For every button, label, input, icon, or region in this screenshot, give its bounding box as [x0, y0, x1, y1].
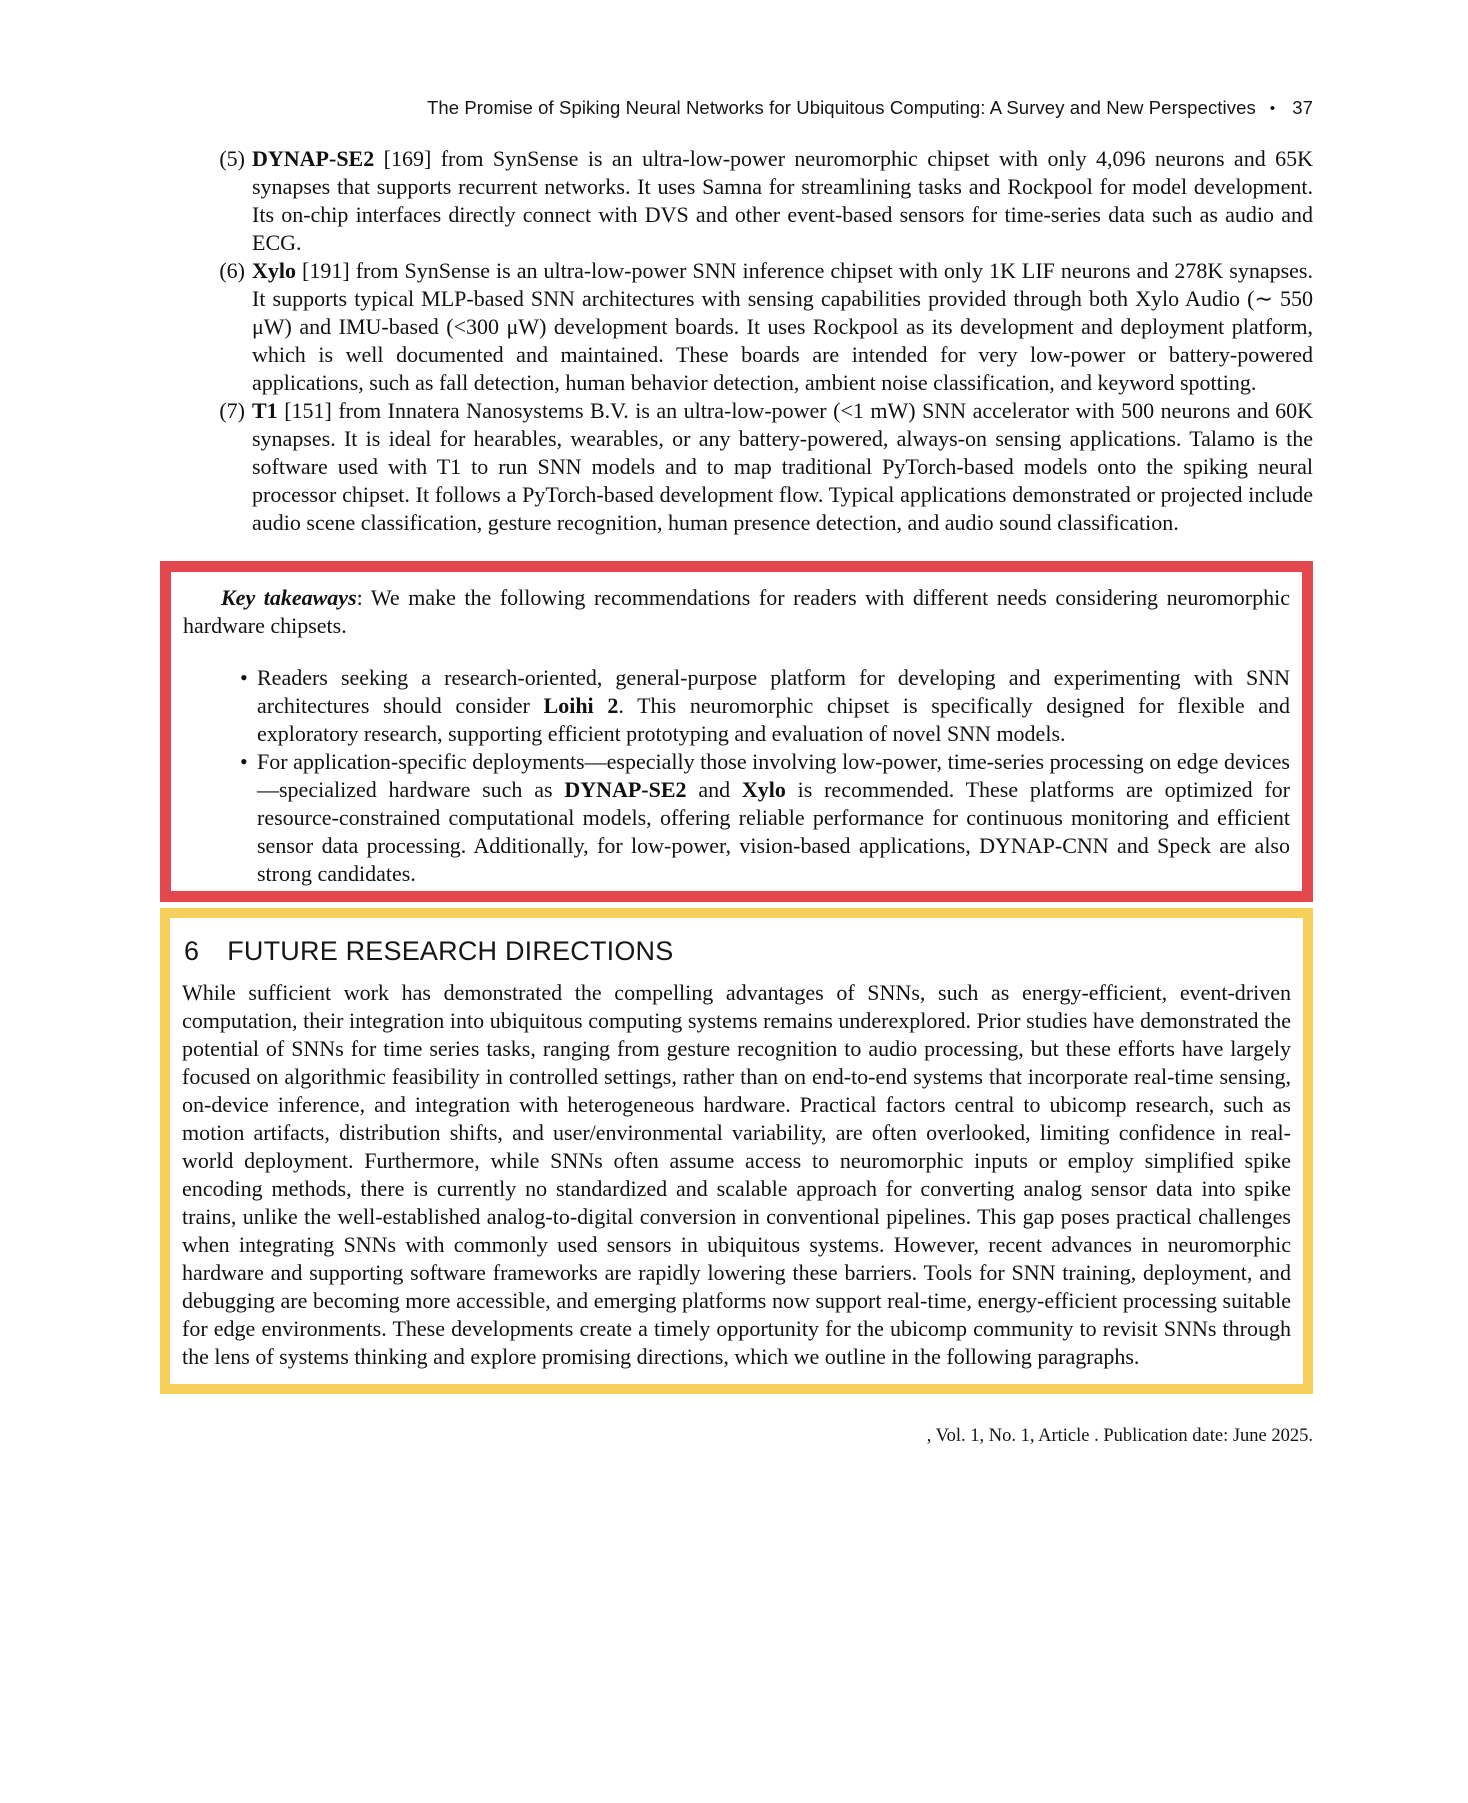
header-separator-dot: •: [1269, 100, 1276, 117]
bullet-text-post: is recommended. These platforms are optimized for resource-constrained computational models, offering reliable performance for continuous monitoring and efficient sensor data processing. Additionally, for low-power, vision-based applications, DYNAP-CNN and Speck are also strong candidates.: [257, 777, 1291, 886]
key-takeaways-box: [160, 561, 1313, 902]
publication-footer: [167, 1426, 1313, 1447]
takeaway-bullet-deployment: [183, 748, 1290, 888]
section-paragraph: While sufficient work has demonstrated the compelling advantages of SNNs, such as energy-efficient, event-driven computation, their integration into ubiquitous computing systems remains underexplored. Prior studies have demonstrated the potential of SNNs for time series tasks, ranging from gesture recognition to audio processing, but these efforts have largely focused on algorithmic feasibility in controlled settings, rather than on end-to-end systems that incorporate real-time sensing, on-device inference, and integration with heterogeneous hardware. Practical factors central to ubicomp research, such as motion artifacts, distribution shifts, and user/environmental variability, are often overlooked, limiting confidence in real-world deployment. Furthermore, while SNNs often assume access to neuromorphic inputs or employ simplified spike encoding methods, there is currently no standardized and scalable approach for converting analog sensor data into spike trains, unlike the well-established analog-to-digital conversion in conventional pipelines. This gap poses practical challenges when integrating SNNs with commonly used sensors in ubiquitous systems. However, recent advances in neuromorphic hardware and supporting software frameworks are rapidly lowering these barriers. Tools for SNN training, deployment, and debugging are becoming more accessible, and emerging platforms now support real-time, energy-efficient processing suitable for edge environments. These developments create a timely opportunity for the ubicomp community to revisit SNNs through the lens of systems thinking and explore promising directions, which we outline in the following paragraphs.: [182, 980, 1291, 1369]
list-item-t1: [167, 397, 1313, 537]
page-number: 37: [1292, 97, 1313, 118]
bullet-bold-term: Xylo: [741, 777, 786, 802]
key-takeaways-lead: Key takeaways: [221, 585, 357, 610]
bullet-glyph: •: [240, 665, 248, 690]
section-title: FUTURE RESEARCH DIRECTIONS: [227, 936, 674, 966]
chipset-numbered-list: [167, 145, 1313, 537]
bullet-text-pre: For application-specific deployments—especially those involving low-power, time-series processing on edge devices—specialized hardware such as: [257, 749, 1290, 802]
page-content: [167, 145, 1313, 1394]
key-takeaways-bullet-list: [183, 664, 1290, 888]
bullet-glyph: •: [240, 749, 248, 774]
chipset-name: T1: [252, 398, 278, 423]
bullet-bold-term: Loihi 2: [543, 693, 619, 718]
bullet-text-mid: and: [686, 777, 742, 802]
running-header: [167, 0, 1313, 119]
list-item-text: [169] from SynSense is an ultra-low-power neuromorphic chipset with only 4,096 neurons and 65K synapses that supports recurrent networks. It uses Samna for streamlining tasks and Rockpool for model development. Its on-chip interfaces directly connect with DVS and other event-based sensors for time-series data such as audio and ECG.: [252, 146, 1313, 255]
publication-footer-text: , Vol. 1, No. 1, Article . Publication date: June 2025.: [926, 1426, 1313, 1446]
bullet-bold-term: DYNAP-SE2: [564, 777, 687, 802]
list-item-marker: (5): [219, 146, 245, 171]
list-item-marker: (6): [219, 258, 245, 283]
bullet-text-pre: Readers seeking a research-oriented, general-purpose platform for developing and experimenting with SNN architectures should consider: [257, 665, 1290, 718]
list-item-xylo: [167, 257, 1313, 397]
section-number: 6: [184, 936, 200, 966]
takeaway-bullet-research: [183, 664, 1290, 748]
running-header-title: The Promise of Spiking Neural Networks for Ubiquitous Computing: A Survey and New Perspectives: [426, 97, 1256, 118]
chipset-name: DYNAP-SE2: [252, 146, 375, 171]
list-item-marker: (7): [219, 398, 245, 423]
chipset-name: Xylo: [252, 258, 296, 283]
list-item-text: [151] from Innatera Nanosystems B.V. is an ultra-low-power (<1 mW) SNN accelerator with 500 neurons and 60K synapses. It is ideal for hearables, wearables, or any battery-powered, always-on sensing applications. Talamo is the software used with T1 to run SNN models and to map traditional PyTorch-based models onto the spiking neural processor chipset. It follows a PyTorch-based development flow. Typical applications demonstrated or projected include audio scene classification, gesture recognition, human presence detection, and audio sound classification.: [252, 398, 1313, 535]
bullet-text-post: . This neuromorphic chipset is specifically designed for flexible and exploratory research, supporting efficient prototyping and evaluation of novel SNN models.: [257, 693, 1290, 746]
key-takeaways-intro: [183, 584, 1290, 640]
future-research-box: [160, 908, 1313, 1394]
key-takeaways-lead-rest: : We make the following recommendations for readers with different needs considering neuromorphic hardware chipsets.: [183, 585, 1290, 638]
section-heading: [184, 936, 1291, 967]
list-item-dynap-se2: [167, 145, 1313, 257]
list-item-text: [191] from SynSense is an ultra-low-power SNN inference chipset with only 1K LIF neurons and 278K synapses. It supports typical MLP-based SNN architectures with sensing capabilities provided through both Xylo Audio (∼ 550 μW) and IMU-based (<300 μW) development boards. It uses Rockpool as its development and deployment platform, which is well documented and maintained. These boards are intended for very low-power or battery-powered applications, such as fall detection, human behavior detection, ambient noise classification, and keyword spotting.: [252, 258, 1313, 395]
